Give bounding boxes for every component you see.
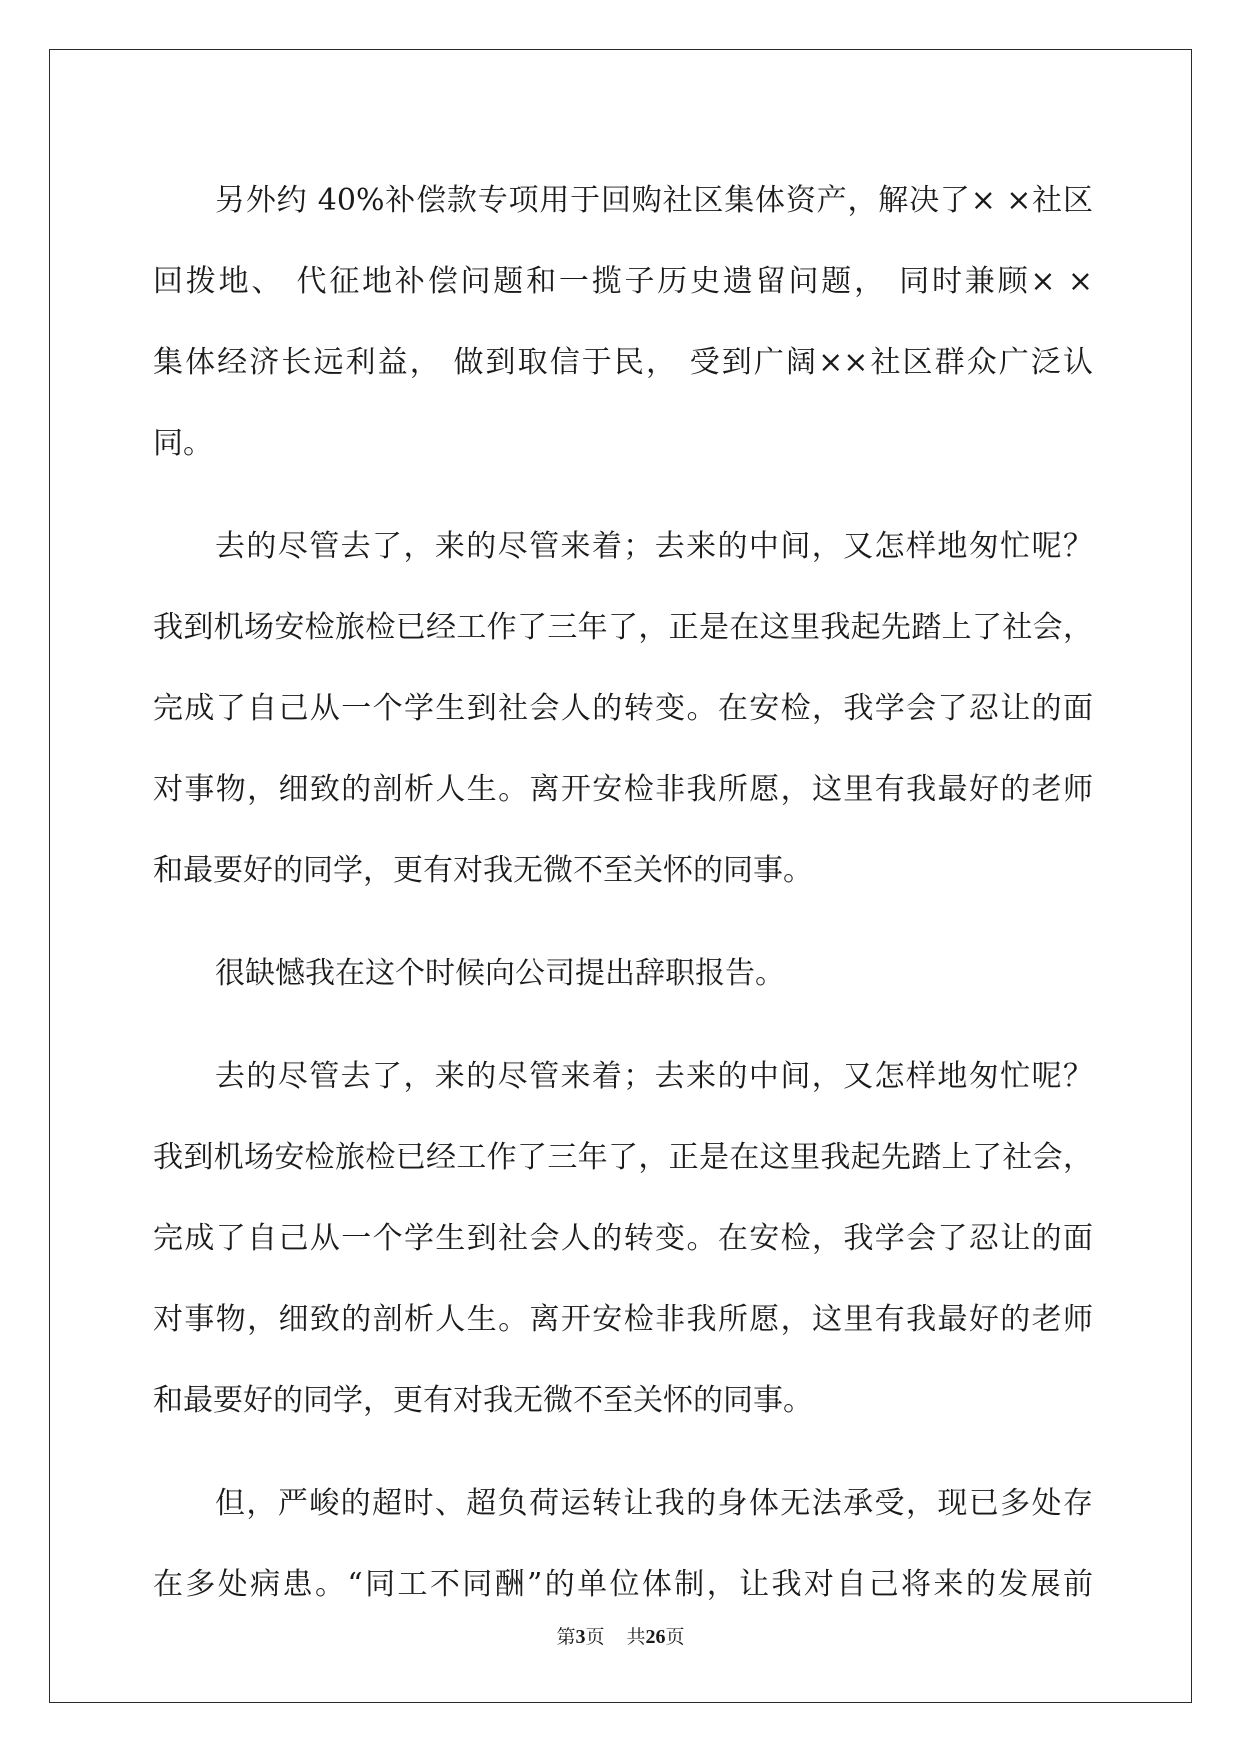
- text-line: 在多处病患。“同工不同酬”的单位体制，让我对自己将来的发展前: [153, 1567, 1093, 1602]
- paragraph-3: [153, 933, 1093, 1014]
- total-suffix: 页: [665, 1626, 685, 1648]
- text-line: 我到机场安检旅检已经工作了三年了，正是在这里我起先踏上了社会，: [153, 1140, 1093, 1175]
- text-line: 和最要好的同学，更有对我无微不至关怀的同事。: [153, 853, 813, 888]
- text-line: 对事物，细致的剖析人生。离开安检非我所愿，这里有我最好的老师: [153, 1302, 1093, 1337]
- text-line: 我到机场安检旅检已经工作了三年了，正是在这里我起先踏上了社会，: [153, 610, 1093, 645]
- text-line: 完成了自己从一个学生到社会人的转变。在安检，我学会了忍让的面: [153, 691, 1093, 726]
- page-footer: [0, 1622, 1241, 1649]
- text-line: 完成了自己从一个学生到社会人的转变。在安检，我学会了忍让的面: [153, 1221, 1093, 1256]
- text-line: 去的尽管去了，来的尽管来着；去来的中间，又怎样地匆忙呢？: [215, 529, 1093, 564]
- text-line: 但，严峻的超时、超负荷运转让我的身体无法承受，现已多处存: [215, 1486, 1093, 1521]
- paragraph-4: [153, 1036, 1093, 1441]
- text-line: 同。: [153, 426, 213, 461]
- text-line: 去的尽管去了，来的尽管来着；去来的中间，又怎样地匆忙呢？: [215, 1059, 1093, 1094]
- text-line: 另外约 40%补偿款专项用于回购社区集体资产，解决了× ×社区: [215, 183, 1093, 218]
- paragraph-5: [153, 1463, 1093, 1625]
- page-number: 3: [575, 1626, 586, 1648]
- document-body: [153, 160, 1093, 1647]
- text-line: 和最要好的同学，更有对我无微不至关怀的同事。: [153, 1383, 813, 1418]
- text-line: 集体经济长远利益， 做到取信于民， 受到广阔××社区群众广泛认: [153, 345, 1093, 380]
- text-line: 回拨地、 代征地补偿问题和一揽子历史遗留问题， 同时兼顾× ×: [153, 264, 1093, 299]
- page-suffix: 页: [585, 1626, 605, 1648]
- total-pages: 26: [645, 1626, 666, 1648]
- paragraph-1: [153, 160, 1093, 484]
- text-line: 很缺憾我在这个时候向公司提出辞职报告。: [215, 956, 785, 991]
- text-line: 对事物，细致的剖析人生。离开安检非我所愿，这里有我最好的老师: [153, 772, 1093, 807]
- page-prefix: 第: [556, 1626, 576, 1648]
- paragraph-2: [153, 506, 1093, 911]
- total-prefix: 共: [626, 1626, 646, 1648]
